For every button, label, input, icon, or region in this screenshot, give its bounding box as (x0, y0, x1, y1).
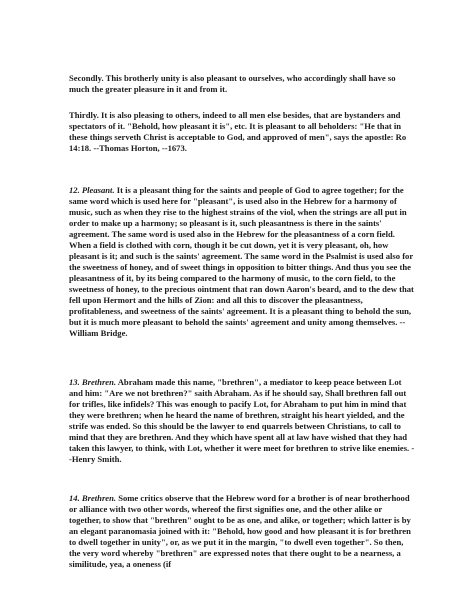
paragraph-secondly (69, 73, 415, 95)
entry-heading: 14. Brethren. (69, 493, 117, 503)
paragraph-text: Abraham made this name, "brethren", a mediator to keep peace between Lot and him: "Are we not brethren?" saith Abraham. As if he should say, Shall brethren fall out for trifles, like infidels? This was enough to pacify Lot, for Abraham to put him in mind that they were brethren; when he heard the name of brethren, straight his heart yielded, and the strife was ended. So this should be the lawyer to end quarrels between Christians, to call to mind that they are brethren. And they which have spent all at law have wished that they had taken this lawyer, to think, with Lot, whether it were meet for brethren to strive like enemies. --Henry Smith. (69, 377, 415, 464)
paragraph-thirdly (69, 110, 415, 154)
paragraph-text: Some critics observe that the Hebrew word for a brother is of near brotherhood or alliance with two other words, whereof the first signifies one, and the other alike or together, to show that "brethren" ought to be as one, and alike, or together; which latter is by an elegant paranomasia joined with it: "Behold, how good and how pleasant it is for brethren to dwell together in unity", or, as we put it in the margin, "to dwell even together". So then, the very word whereby "brethren" are expressed notes that there ought to be a nearness, a similitude, yea, a oneness (if (69, 493, 411, 569)
entry-heading: 12. Pleasant. (69, 185, 115, 195)
paragraph-13-brethren (69, 377, 415, 465)
paragraph-text: Thirdly. It is also pleasing to others, indeed to all men else besides, that are bystanders and spectators of it. "Behold, how pleasant it is", etc. It is pleasant to all beholders: "He that in these things serveth Christ is acceptable to God, and approved of men", says the apostle: Ro 14:18. --Thomas Horton, --1673. (69, 110, 407, 153)
paragraph-text: Secondly. This brotherly unity is also pleasant to ourselves, who accordingly shall have so much the greater pleasure in it and from it. (69, 73, 396, 94)
entry-heading: 13. Brethren. (69, 377, 117, 387)
paragraph-text: It is a pleasant thing for the saints and people of God to agree together; for the same word which is used here for "pleasant", is used also in the Hebrew for a harmony of music, such as when they rise to the highest strains of the viol, when the strings are all put in order to make up a harmony; so pleasant is it, such pleasantness is there in the saints' agreement. The same word is used also in the Hebrew for the pleasantness of a corn field. When a field is clothed with corn, though it be cut down, yet it is very pleasant, oh, how pleasant is it; and such is the saints' agreement. The same word in the Psalmist is used also for the sweetness of honey, and of sweet things in opposition to bitter things. And thus you see the pleasantness of it, by its being compared to the harmony of music, to the corn field, to the sweetness of honey, to the precious ointment that ran down Aaron's beard, and to the dew that fell upon Hermort and the hills of Zion: and all this to discover the pleasantness, profitableness, and sweetness of the saints' agreement. It is a pleasant thing to behold the sun, but it is much more pleasant to behold the saints' agreement and unity among themselves. --William Bridge. (69, 185, 414, 338)
paragraph-14-brethren (69, 493, 415, 570)
paragraph-12-pleasant (69, 185, 415, 339)
